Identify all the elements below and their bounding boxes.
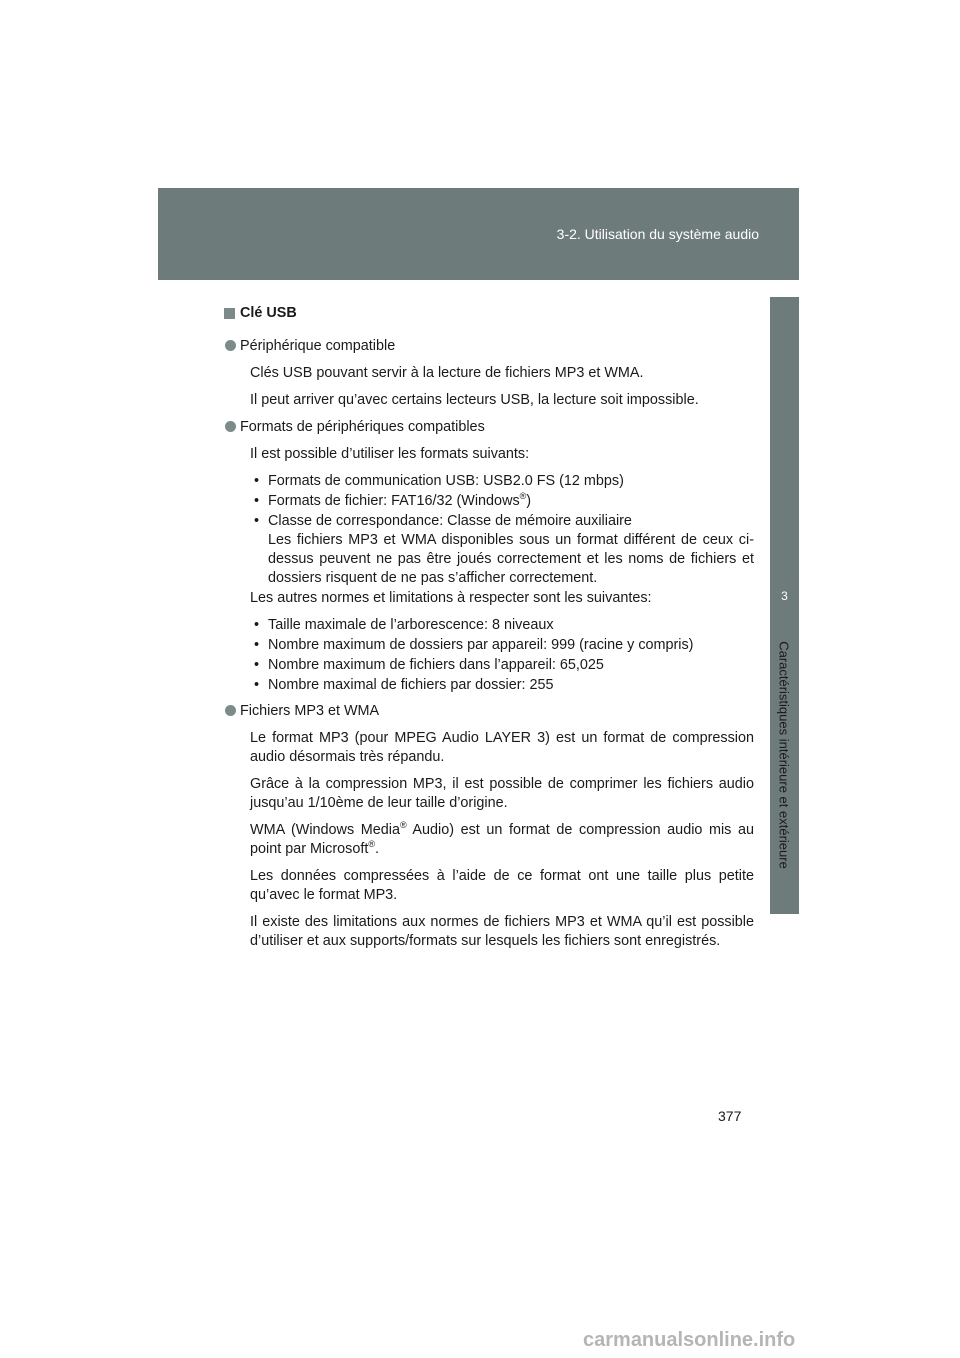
section-title [224, 304, 754, 323]
registered-mark: ® [399, 820, 407, 831]
list-item-text: Formats de communication USB: USB2.0 FS (12 mbps) [268, 473, 624, 489]
registered-mark: ® [519, 491, 527, 502]
list-bullet: • [254, 677, 260, 693]
bullet-heading-compatible-device [224, 337, 754, 356]
header-title: 3-2. Utilisation du système audio [556, 226, 759, 242]
side-tab-label [776, 626, 792, 884]
page-number: 377 [718, 1108, 742, 1124]
round-bullet-icon [225, 340, 236, 351]
list-bullet: • [254, 637, 260, 653]
wma-text-b: Audio) est un format de compression audio mis au point par Microsoft [250, 822, 754, 857]
list-item [250, 636, 754, 655]
chapter-header [158, 188, 799, 280]
round-bullet-icon [225, 421, 236, 432]
paragraph: Il existe des limitations aux normes de fichiers MP3 et WMA qu’il est possible d’utiliser et aux supports/formats sur lesquels les fichiers sont enregistrés. [250, 914, 754, 949]
list-bullet: • [254, 617, 260, 633]
list-item [250, 616, 754, 635]
list-item [250, 676, 754, 695]
list-item-text: Nombre maximum de fichiers dans l’appareil: 65,025 [268, 657, 604, 673]
list-bullet: • [254, 473, 260, 489]
paragraph: Les autres normes et limitations à respecter sont les suivantes: [250, 590, 652, 606]
list-bullet: • [254, 493, 260, 509]
list-item-text: Formats de fichier: FAT16/32 (Windows [268, 493, 520, 509]
bullet-heading-text: Périphérique compatible [240, 338, 396, 354]
section-title-text: Clé USB [240, 305, 297, 321]
round-bullet-icon [225, 705, 236, 716]
page-content [224, 304, 754, 959]
registered-mark: ® [368, 839, 376, 850]
bullet-heading-text: Fichiers MP3 et WMA [240, 703, 380, 719]
paragraph: Il est possible d’utiliser les formats suivants: [250, 446, 530, 462]
paragraph: Les données compressées à l’aide de ce format ont une taille plus petite qu’avec le format MP3. [250, 868, 754, 903]
paragraph: Clés USB pouvant servir à la lecture de fichiers MP3 et WMA. [250, 365, 644, 381]
list-note: Les fichiers MP3 et WMA disponibles sous un format différent de ceux ci-dessus peuvent ne pas être joués correctement et les noms de fichiers et dossiers risquent de ne pas s’afficher correctement. [268, 532, 754, 586]
list-bullet: • [254, 657, 260, 673]
side-tab-number: 3 [781, 589, 788, 603]
paragraph-wma [224, 821, 754, 859]
list-item [250, 656, 754, 675]
list-item [250, 492, 754, 511]
list-item [250, 472, 754, 491]
bullet-heading-compatible-formats [224, 418, 754, 437]
side-tab-text: Caractéristiques intérieure et extérieure [776, 641, 792, 869]
limits-list [224, 616, 754, 695]
wma-text-c: . [375, 841, 380, 857]
list-item [250, 512, 754, 588]
formats-list [224, 472, 754, 588]
wma-text-a: WMA (Windows Media [250, 822, 400, 838]
bullet-heading-mp3-wma [224, 702, 754, 721]
list-item-text-end: ) [526, 493, 532, 509]
list-item-text: Nombre maximum de dossiers par appareil: 999 (racine y compris) [268, 637, 694, 653]
paragraph: Le format MP3 (pour MPEG Audio LAYER 3) est un format de compression audio désormais très répandu. [250, 730, 754, 765]
paragraph: Grâce à la compression MP3, il est possible de comprimer les fichiers audio jusqu’au 1/10ème de leur taille d’origine. [250, 776, 754, 811]
bullet-heading-text: Formats de périphériques compatibles [240, 419, 485, 435]
list-bullet: • [254, 513, 260, 529]
list-item-text: Classe de correspondance: Classe de mémoire auxiliaire [268, 513, 632, 529]
watermark-text: carmanualsonline.info [583, 1329, 796, 1351]
list-item-text: Nombre maximal de fichiers par dossier: 255 [268, 677, 554, 693]
square-bullet-icon [224, 308, 235, 319]
list-item-text: Taille maximale de l’arborescence: 8 niveaux [268, 617, 554, 633]
paragraph: Il peut arriver qu’avec certains lecteurs USB, la lecture soit impossible. [250, 392, 699, 408]
